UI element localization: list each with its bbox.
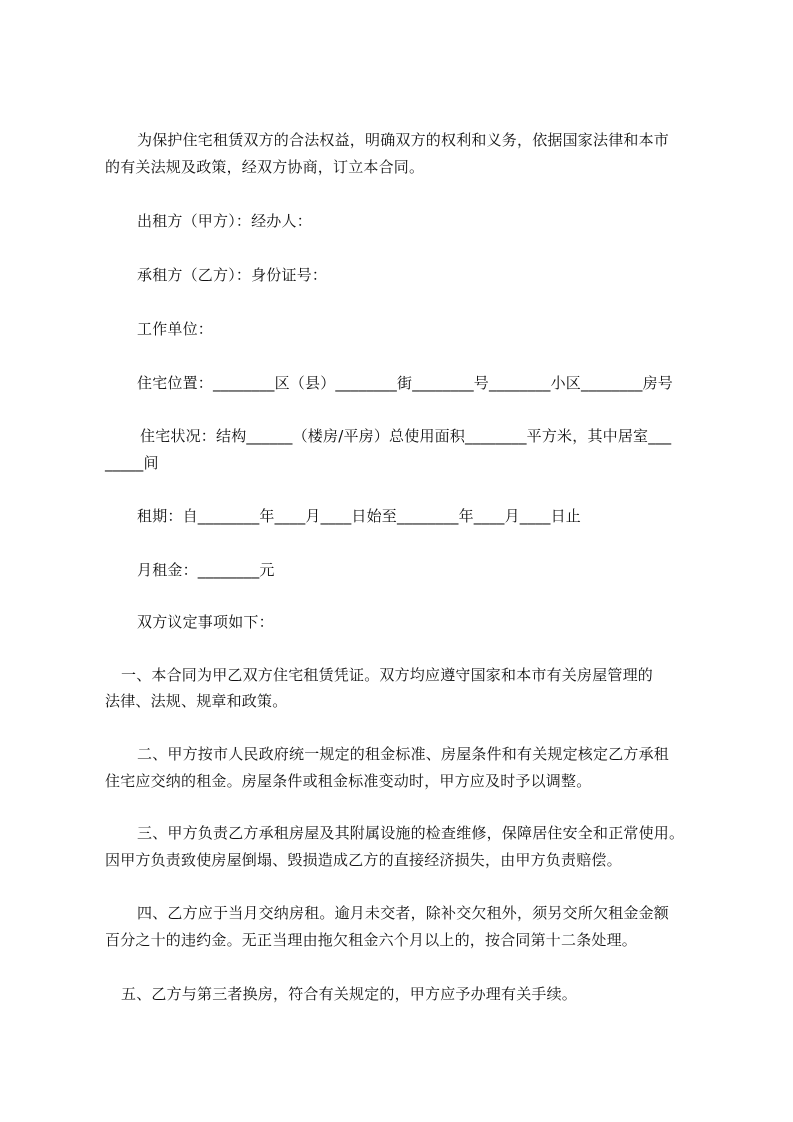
clause-4-line-2: 百分之十的违约金。无正当理由拖欠租金六个月以上的，按合同第十二条处理。 <box>105 931 638 949</box>
lessee-line: 承租方（乙方）：身份证号： <box>137 266 328 284</box>
lessor-line: 出租方（甲方）：经办人： <box>137 212 312 230</box>
clause-5-line-1: 五、乙方与第三者换房，符合有关规定的，甲方应予办理有关手续。 <box>121 985 578 1003</box>
clause-1-line-1: 一、本合同为甲乙双方住宅租赁凭证。双方均应遵守国家和本市有关房屋管理的 <box>121 666 654 684</box>
clause-4-line-1: 四、乙方应于当月交纳房租。逾月未交者，除补交欠租外，须另交所欠租金金额 <box>137 904 670 922</box>
clause-3-line-2: 因甲方负责致使房屋倒塌、毁损造成乙方的直接经济损失，由甲方负责赔偿。 <box>105 851 622 869</box>
term-line: 租期：自________年____月____日始至________年____月____日止 <box>137 507 582 525</box>
preamble-line-2: 的有关法规及政策，经双方协商，订立本合同。 <box>105 158 425 176</box>
location-line: 住宅位置：________区（县）________街________号________小区________房号 <box>137 374 674 392</box>
rent-line: 月租金：________元 <box>137 561 275 579</box>
clause-2-line-1: 二、甲方按市人民政府统一规定的租金标准、房屋条件和有关规定核定乙方承租 <box>137 745 670 763</box>
workplace-line: 工作单位： <box>137 320 214 338</box>
preamble-line-1: 为保护住宅租赁双方的合法权益，明确双方的权利和义务，依据国家法律和本市 <box>137 131 670 149</box>
clause-3-line-1: 三、甲方负责乙方承租房屋及其附属设施的检查维修，保障居住安全和正常使用。 <box>137 824 685 842</box>
clause-2-line-2: 住宅应交纳的租金。房屋条件或租金标准变动时，甲方应及时予以调整。 <box>105 772 592 790</box>
condition-line-1: 住宅状况：结构______（楼房/平房）总使用面积________平方米，其中居室___ <box>140 427 672 445</box>
agreed-intro: 双方议定事项如下： <box>137 613 274 631</box>
clause-1-line-2: 法律、法规、规章和政策。 <box>105 692 288 710</box>
condition-line-2: _____间 <box>105 454 159 472</box>
